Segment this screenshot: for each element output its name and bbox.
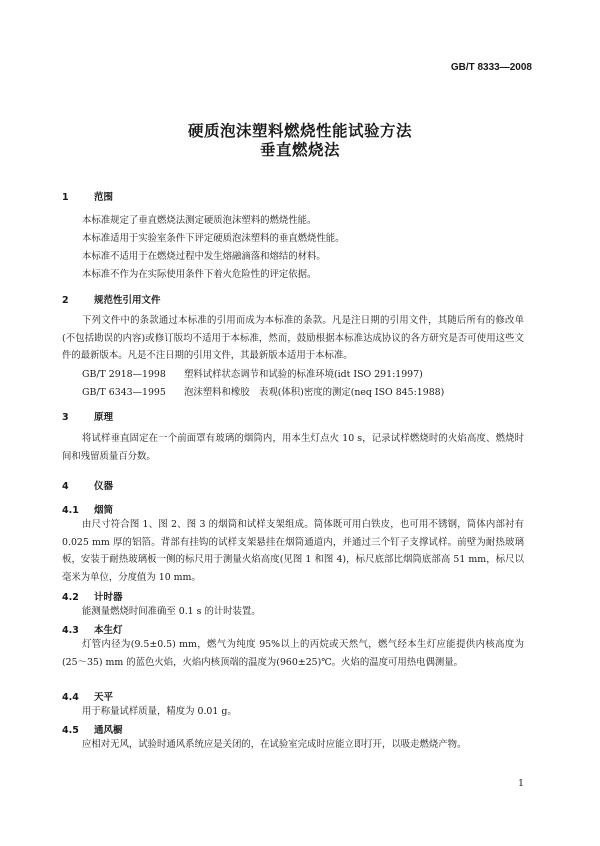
section-title: 通风橱 bbox=[94, 725, 123, 736]
standard-code: GB/T 8333—2008 bbox=[450, 62, 532, 73]
reference-title: 泡沫塑料和橡胶 表观(体积)密度的测定(neq ISO 845:1988) bbox=[184, 387, 445, 398]
principle-paragraph: 将试样垂直固定在一个前面罩有玻璃的烟筒内，用本生灯点火 10 s，记录试样燃烧时的火焰高度、燃烧时间和残留质量百分数。 bbox=[62, 433, 524, 462]
section-title: 本生灯 bbox=[94, 625, 123, 636]
chimney-paragraph: 由尺寸符合图 1、图 2、图 3 的烟筒和试样支架组成。筒体既可用白铁皮，也可用不锈钢，筒体内部衬有 0.025 mm 厚的铝箔。背部有挂钩的试样支架悬挂在烟筒通道内，并通过三个钉子支撑试样。前壁为耐热玻璃板，安装于耐热玻璃板一侧的标尺用于测量火焰高度(见图 1 和图 4)，标尺底部比烟筒底部高 51 mm，标尺以毫米为单位，分度值为 10 mm。 bbox=[62, 519, 524, 583]
section-number: 4.5 bbox=[62, 725, 79, 736]
section-number: 3 bbox=[62, 412, 69, 423]
subsection-4-4-heading bbox=[62, 689, 113, 703]
section-title: 天平 bbox=[94, 692, 114, 703]
fume-hood-paragraph: 应相对无风，试验时通风系统应是关闭的，在试验室完成时应能立即打开，以吸走燃烧产物。 bbox=[82, 739, 467, 750]
reference-code: GB/T 6343—1995 bbox=[82, 387, 166, 398]
document-subtitle: 垂直燃烧法 bbox=[259, 141, 340, 159]
section-number: 4 bbox=[62, 481, 69, 492]
section-3-heading bbox=[62, 409, 113, 423]
section-number: 2 bbox=[62, 295, 69, 306]
timer-paragraph: 能测量燃烧时间准确至 0.1 s 的计时装置。 bbox=[82, 606, 261, 617]
reference-item bbox=[82, 366, 423, 380]
section-1-heading bbox=[62, 189, 113, 203]
section-title: 原理 bbox=[94, 412, 114, 423]
reference-item bbox=[82, 384, 444, 398]
section-title: 计时器 bbox=[94, 592, 123, 603]
section-2-heading bbox=[62, 292, 161, 306]
section-title: 规范性引用文件 bbox=[94, 295, 161, 306]
page-number: 1 bbox=[517, 778, 524, 789]
section-4-heading bbox=[62, 478, 113, 492]
normative-references-paragraph: 下列文件中的条款通过本标准的引用而成为本标准的条款。凡是注日期的引用文件，其随后所有的修改单(不包括勘误的内容)或修订版均不适用于本标准，然而，鼓励根据本标准达成协议的各方研究是否可使用这些文件的最新版本。凡是不注日期的引用文件，其最新版本适用于本标准。 bbox=[62, 315, 524, 361]
document-title: 硬质泡沫塑料燃烧性能试验方法 bbox=[187, 122, 412, 140]
subsection-4-5-heading bbox=[62, 722, 123, 736]
balance-paragraph: 用于称量试样质量，精度为 0.01 g。 bbox=[82, 706, 237, 717]
section-number: 4.2 bbox=[62, 592, 79, 603]
section-title: 仪器 bbox=[94, 481, 114, 492]
subsection-4-2-heading bbox=[62, 589, 123, 603]
section-number: 4.4 bbox=[62, 692, 79, 703]
scope-line-4: 本标准不作为在实际使用条件下着火危险性的评定依据。 bbox=[82, 269, 317, 280]
section-title: 范围 bbox=[94, 192, 114, 203]
reference-code: GB/T 2918—1998 bbox=[82, 369, 166, 380]
scope-line-2: 本标准适用于实验室条件下评定硬质泡沫塑料的垂直燃烧性能。 bbox=[82, 233, 345, 244]
section-number: 4.1 bbox=[62, 505, 79, 516]
section-number: 1 bbox=[62, 192, 69, 203]
scope-line-1: 本标准规定了垂直燃烧法测定硬质泡沫塑料的燃烧性能。 bbox=[82, 215, 317, 226]
scope-line-3: 本标准不适用于在燃烧过程中发生熔融滴落和熔结的材料。 bbox=[82, 251, 326, 262]
section-title: 烟筒 bbox=[94, 505, 114, 516]
bunsen-burner-paragraph: 灯管内径为(9.5±0.5) mm，燃气为纯度 95%以上的丙烷或天然气，燃气经本生灯应能提供内核高度为(25～35) mm 的蓝色火焰，火焰内核顶端的温度为(960±25)℃。火焰的温度可用热电偶测量。 bbox=[62, 639, 524, 668]
section-number: 4.3 bbox=[62, 625, 79, 636]
reference-title: 塑料试样状态调节和试验的标准环境(idt ISO 291:1997) bbox=[184, 369, 423, 380]
subsection-4-3-heading bbox=[62, 622, 123, 636]
subsection-4-1-heading bbox=[62, 502, 113, 516]
